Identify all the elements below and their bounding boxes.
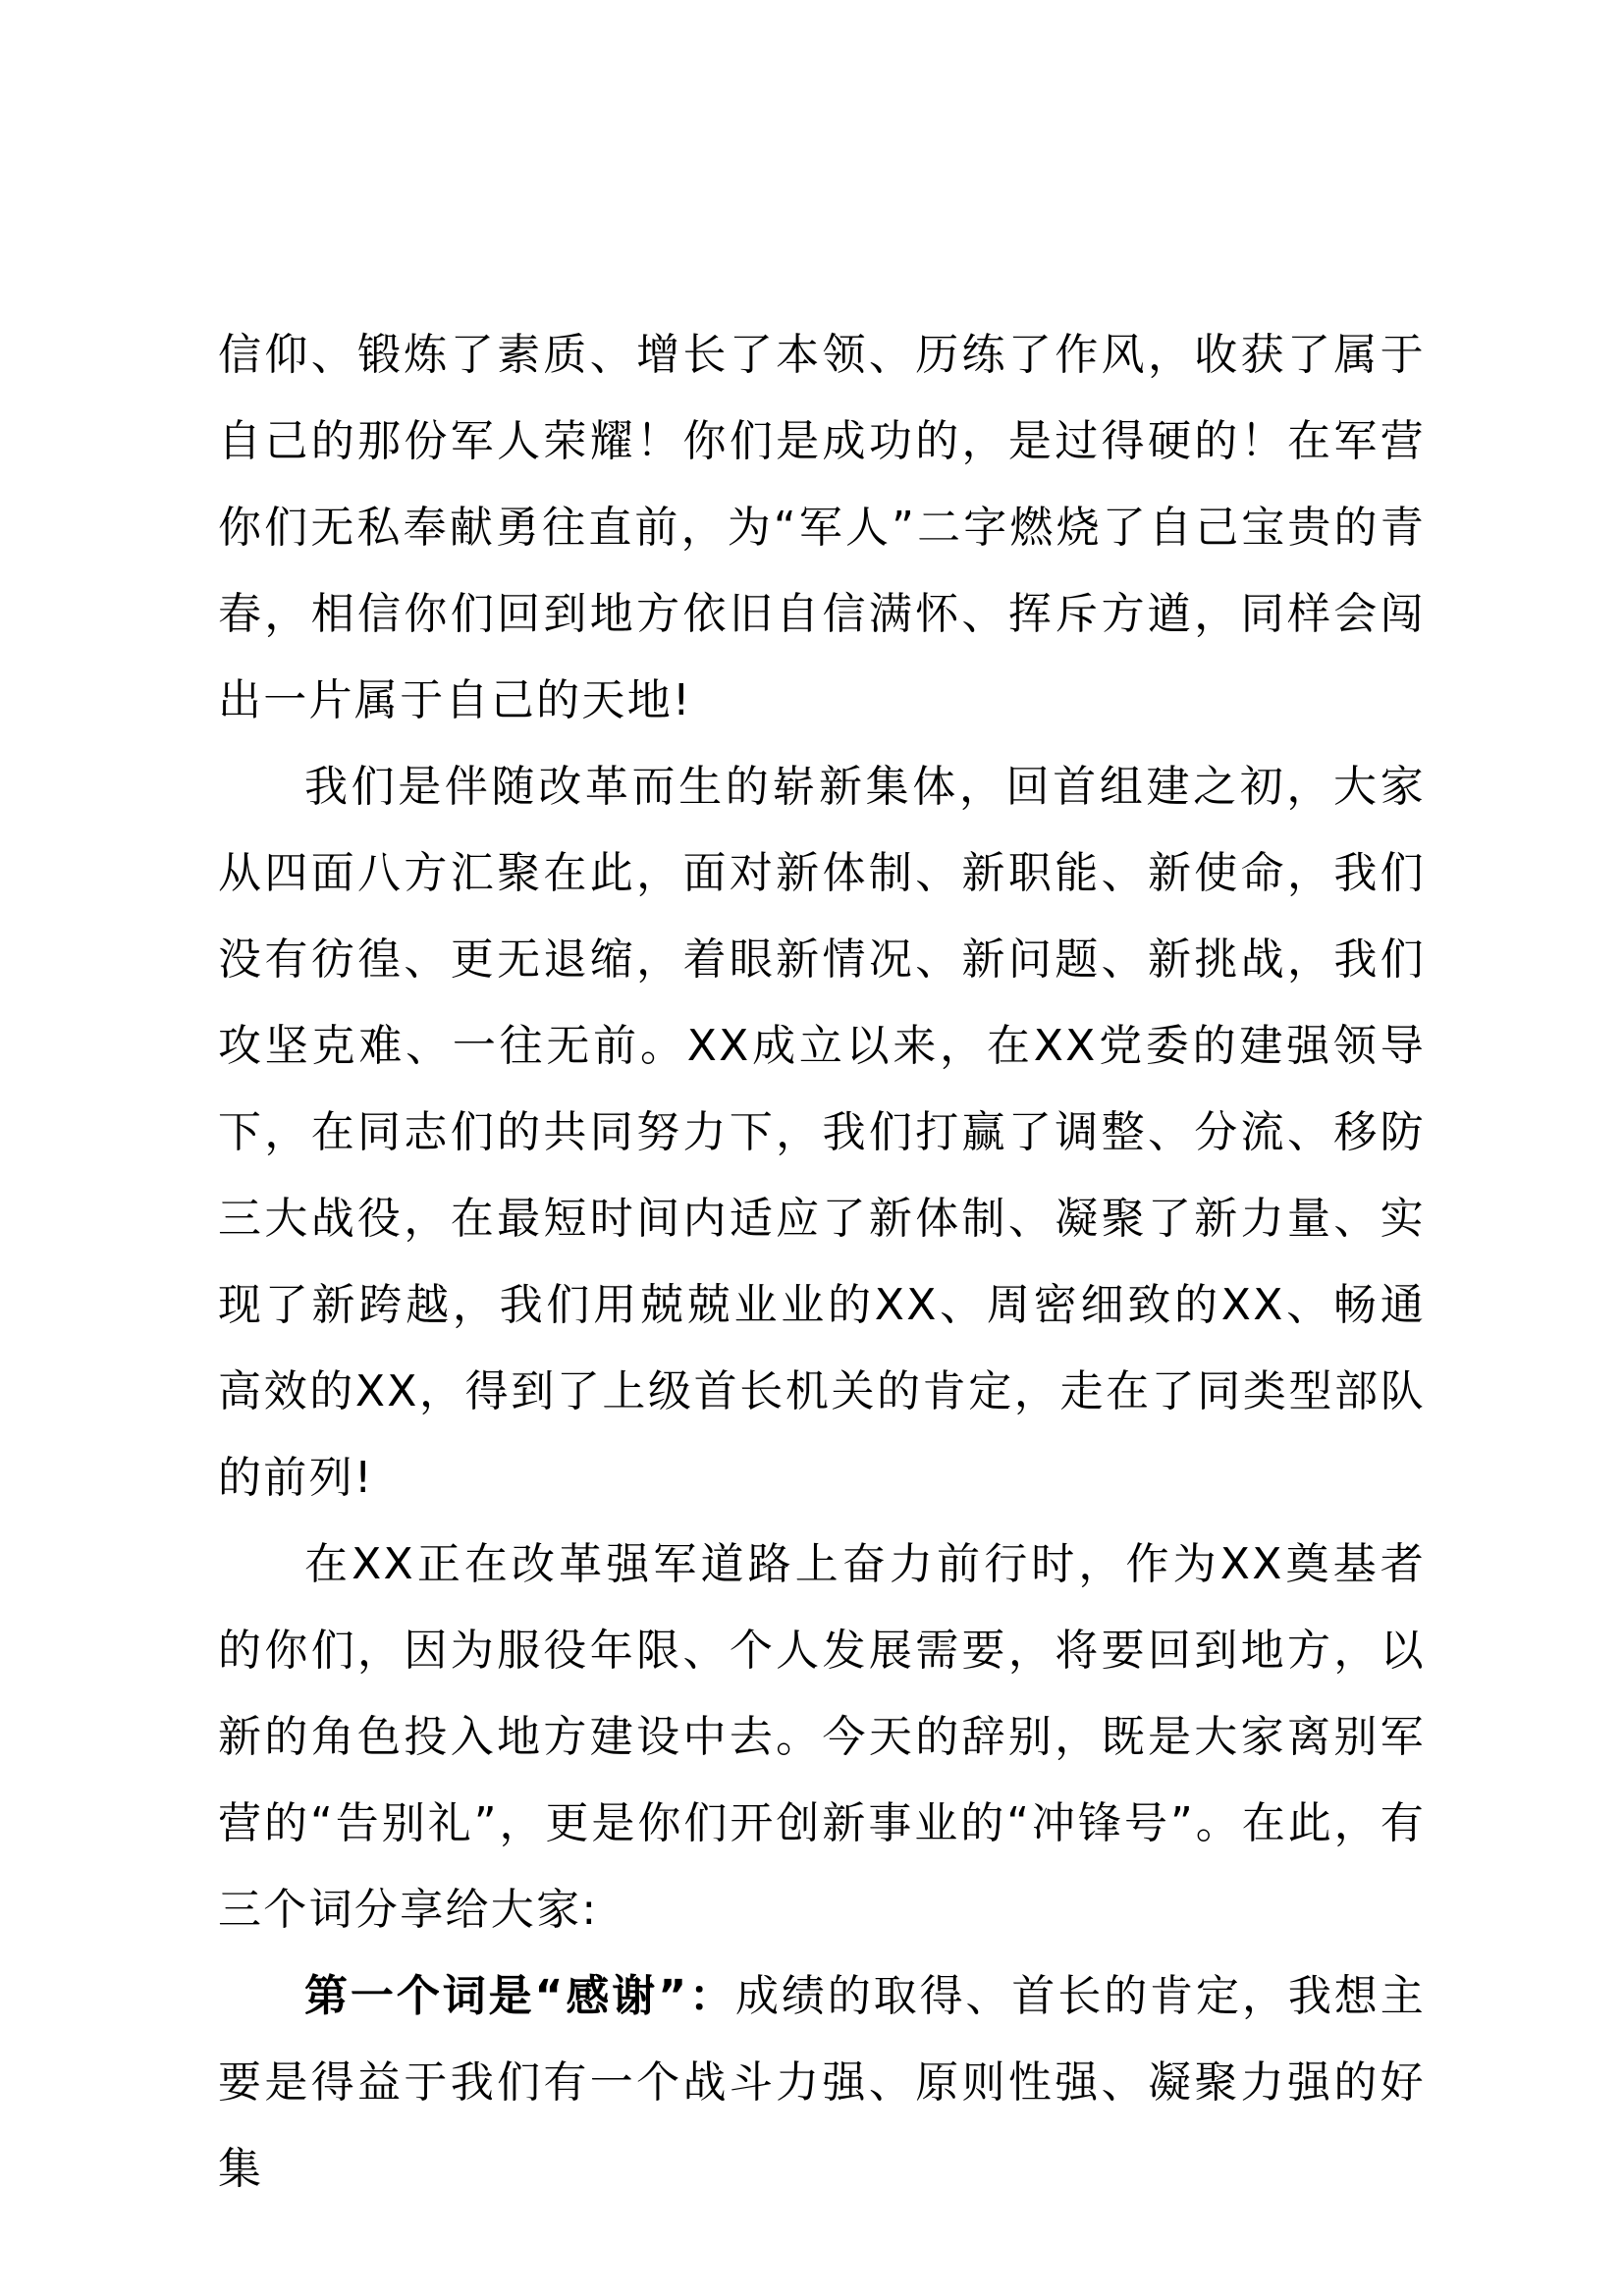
paragraph-4-lead: 第一个词是“感谢”： xyxy=(304,1971,735,2021)
paragraph-4 xyxy=(218,1953,1426,2213)
paragraph-4-text: 成绩的取得、首长的肯定，我想主要是得益于我们有一个战斗力强、原则性强、凝聚力强的好集 xyxy=(218,1971,1427,2194)
paragraph-3: 在XX正在改革强军道路上奋力前行时，作为XX奠基者的你们，因为服役年限、个人发展需要，将要回到地方，以新的角色投入地方建设中去。今天的辞别，既是大家离别军营的“告别礼”，更是你们开创新事业的“冲锋号”。在此，有三个词分享给大家: xyxy=(218,1539,1426,1935)
paragraph-1: 信仰、锻炼了素质、增长了本领、历练了作风，收获了属于自己的那份军人荣耀！你们是成功的，是过得硬的！在军营你们无私奉献勇往直前，为“军人”二字燃烧了自己宝贵的青春，相信你们回到地方依旧自信满怀、挥斥方遒，同样会闯出一片属于自己的天地! xyxy=(218,330,1426,725)
body-text xyxy=(218,312,1426,2213)
paragraph-2: 我们是伴随改革而生的崭新集体，回首组建之初，大家从四面八方汇聚在此，面对新体制、新职能、新使命，我们没有彷徨、更无退缩，着眼新情况、新问题、新挑战，我们攻坚克难、一往无前。XX成立以来，在XX党委的建强领导下，在同志们的共同努力下，我们打赢了调整、分流、移防三大战役，在最短时间内适应了新体制、凝聚了新力量、实现了新跨越，我们用兢兢业业的XX、周密细致的XX、畅通高效的XX，得到了上级首长机关的肯定，走在了同类型部队的前列! xyxy=(218,762,1426,1503)
